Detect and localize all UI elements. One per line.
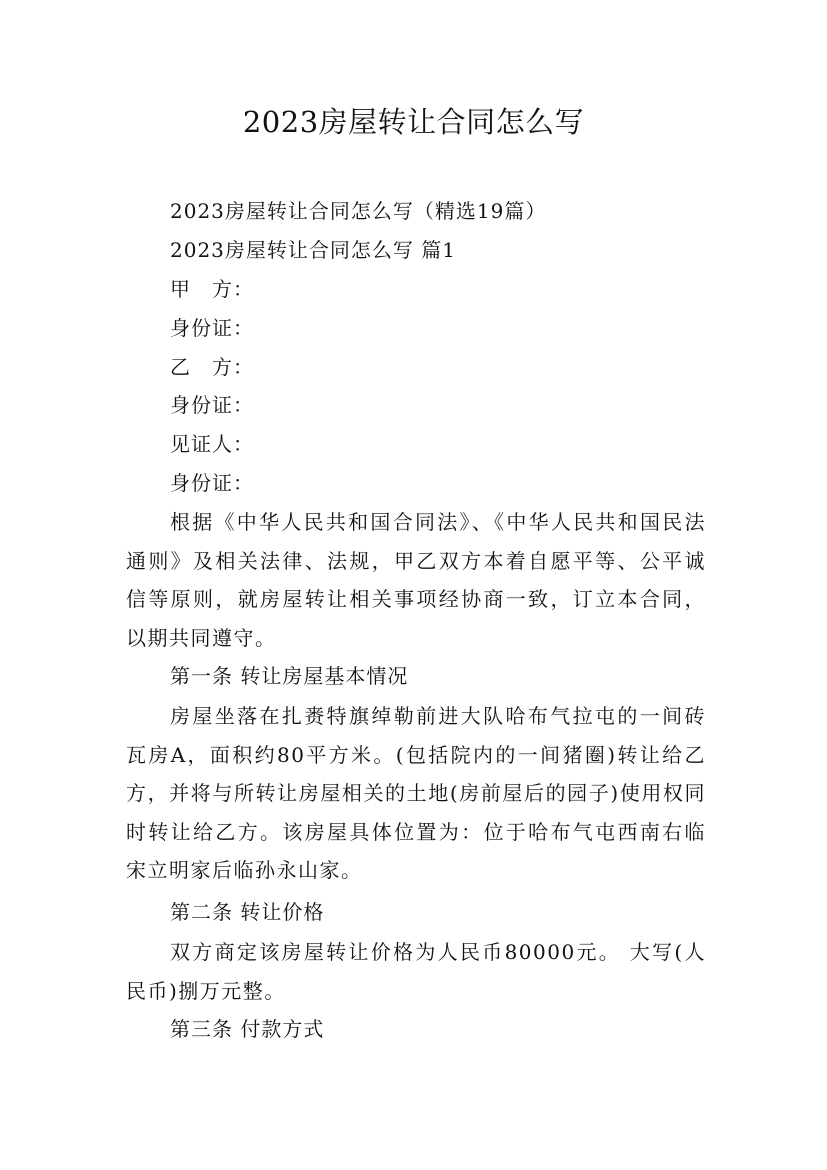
intro-paragraph: 根据《中华人民共和国合同法》、《中华人民共和国民法通则》及相关法律、法规，甲乙双方本着自愿平等、公平诚信等原则，就房屋转让相关事项经协商一致，订立本合同，以期共同遵守。 xyxy=(126,510,706,650)
article2-body: 双方商定该房屋转让价格为人民币80000元。 大写(人民币)捌万元整。 xyxy=(126,940,706,1003)
article3-heading: 第三条 付款方式 xyxy=(170,1017,325,1041)
party-b-id-label: 身份证： xyxy=(170,393,254,417)
party-a-label: 甲 方： xyxy=(170,277,254,301)
article1-body: 房屋坐落在扎赉特旗绰勒前进大队哈布气拉屯的一间砖瓦房A，面积约80平方米。(包括院内的一间猪圈)转让给乙方，并将与所转让房屋相关的土地(房前屋后的园子)使用权同时转让给乙方。该房屋具体位置为：位于哈布气屯西南右临宋立明家后临孙永山家。 xyxy=(126,704,706,883)
document-title: 2023房屋转让合同怎么写 xyxy=(242,105,585,139)
witness-label: 见证人： xyxy=(170,432,254,456)
article2-heading: 第二条 转让价格 xyxy=(170,900,325,924)
party-a-id-label: 身份证： xyxy=(170,316,254,340)
witness-id-label: 身份证： xyxy=(170,471,254,495)
article1-heading: 第一条 转让房屋基本情况 xyxy=(170,664,409,688)
party-b-label: 乙 方： xyxy=(170,355,254,379)
document-subtitle: 2023房屋转让合同怎么写（精选19篇） xyxy=(170,199,547,223)
section-heading: 2023房屋转让合同怎么写 篇1 xyxy=(170,238,456,262)
